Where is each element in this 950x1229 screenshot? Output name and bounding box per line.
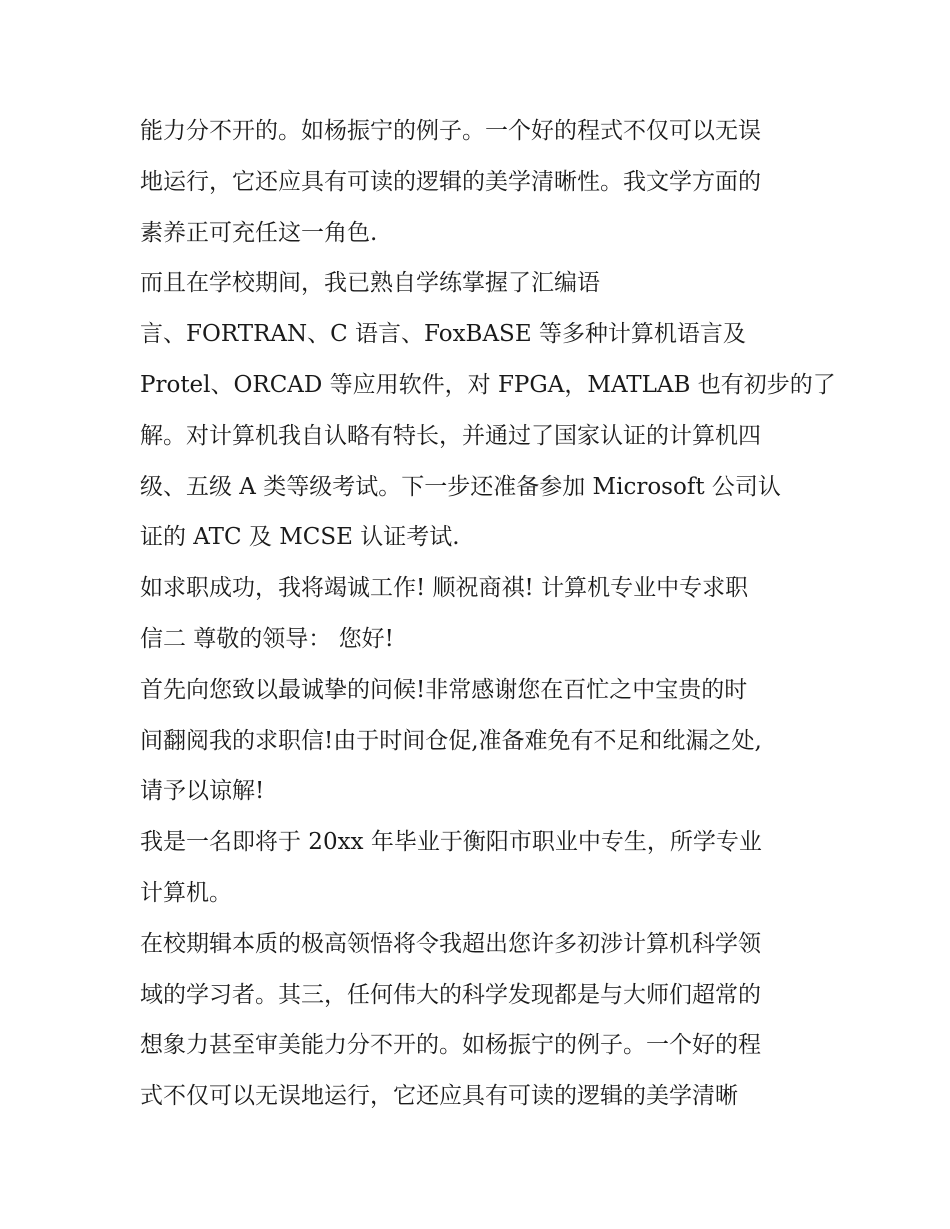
text-line: 言、FORTRAN、C 语言、FoxBASE 等多种计算机语言及: [140, 321, 746, 348]
text-line: 域的学习者。其三，任何伟大的科学发现都是与大师们超常的: [140, 981, 761, 1008]
text-line: 计算机。: [140, 879, 232, 906]
text-line: 首先向您致以最诚挚的问候!非常感谢您在百忙之中宝贵的时: [140, 676, 748, 703]
text-line: 如求职成功，我将竭诚工作! 顺祝商祺! 计算机专业中专求职: [140, 575, 749, 602]
text-line: 间翻阅我的求职信!由于时间仓促,准备难免有不足和纰漏之处,: [140, 727, 762, 754]
document-body: [140, 106, 836, 1122]
text-line: 级、五级 A 类等级考试。下一步还准备参加 Microsoft 公司认: [140, 473, 781, 500]
text-line: 式不仅可以无误地运行，它还应具有可读的逻辑的美学清晰: [140, 1083, 738, 1110]
text-line: 解。对计算机我自认略有特长，并通过了国家认证的计算机四: [140, 422, 761, 449]
text-line: 能力分不开的。如杨振宁的例子。一个好的程式不仅可以无误: [140, 118, 761, 144]
text-line: 想象力甚至审美能力分不开的。如杨振宁的例子。一个好的程: [140, 1032, 761, 1059]
text-line: 信二 尊敬的领导： 您好!: [140, 625, 394, 652]
text-line: 素养正可充任这一角色.: [140, 219, 378, 246]
text-line: 而且在学校期间，我已熟自学练掌握了汇编语: [140, 270, 600, 297]
text-line: 证的 ATC 及 MCSE 认证考试.: [140, 524, 460, 551]
text-line: Protel、ORCAD 等应用软件，对 FPGA，MATLAB 也有初步的了: [140, 371, 836, 398]
text-line: 地运行，它还应具有可读的逻辑的美学清晰性。我文学方面的: [140, 168, 761, 195]
text-line: 在校期辑本质的极高领悟将令我超出您许多初涉计算机科学领: [140, 930, 761, 957]
text-line: 我是一名即将于 20xx 年毕业于衡阳市职业中专生，所学专业: [140, 829, 762, 856]
text-line: 请予以谅解!: [140, 778, 265, 805]
